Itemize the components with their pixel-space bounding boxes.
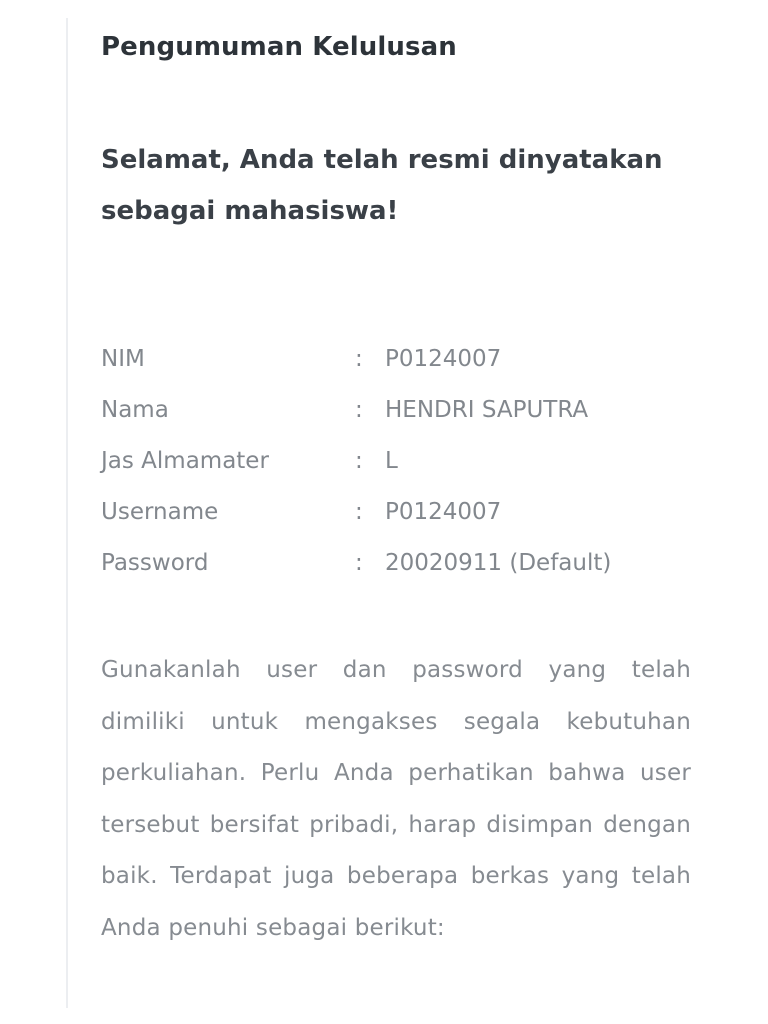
- congratulations-message: Selamat, Anda telah resmi dinyatakan sebagai mahasiswa!: [101, 145, 663, 226]
- info-value: 20020911 (Default): [385, 549, 612, 576]
- info-row-nim: [101, 333, 661, 384]
- info-label: Username: [101, 498, 219, 525]
- info-row-password: [101, 537, 661, 588]
- info-separator: :: [355, 396, 363, 423]
- info-value: P0124007: [385, 498, 502, 525]
- info-value: L: [385, 447, 398, 474]
- announcement-heading: Pengumuman Kelulusan: [101, 32, 457, 62]
- info-separator: :: [355, 549, 363, 576]
- info-value: P0124007: [385, 345, 502, 372]
- info-value: HENDRI SAPUTRA: [385, 396, 589, 423]
- info-row-jas-almamater: [101, 435, 661, 486]
- student-info-table: [101, 333, 661, 588]
- info-label: Jas Almamater: [101, 447, 269, 474]
- info-separator: :: [355, 498, 363, 525]
- info-separator: :: [355, 447, 363, 474]
- info-label: NIM: [101, 345, 145, 372]
- info-label: Nama: [101, 396, 169, 423]
- instructions-paragraph: Gunakanlah user dan password yang telah dimiliki untuk mengakses segala kebutuhan perkuliahan. Perlu Anda perhatikan bahwa user tersebut bersifat pribadi, harap disimpan dengan baik. Terdapat juga beberapa berkas yang telah Anda penuhi sebagai berikut:: [101, 657, 691, 941]
- info-label: Password: [101, 549, 209, 576]
- left-border-rule: [66, 18, 68, 1008]
- info-row-username: [101, 486, 661, 537]
- info-separator: :: [355, 345, 363, 372]
- info-row-nama: [101, 384, 661, 435]
